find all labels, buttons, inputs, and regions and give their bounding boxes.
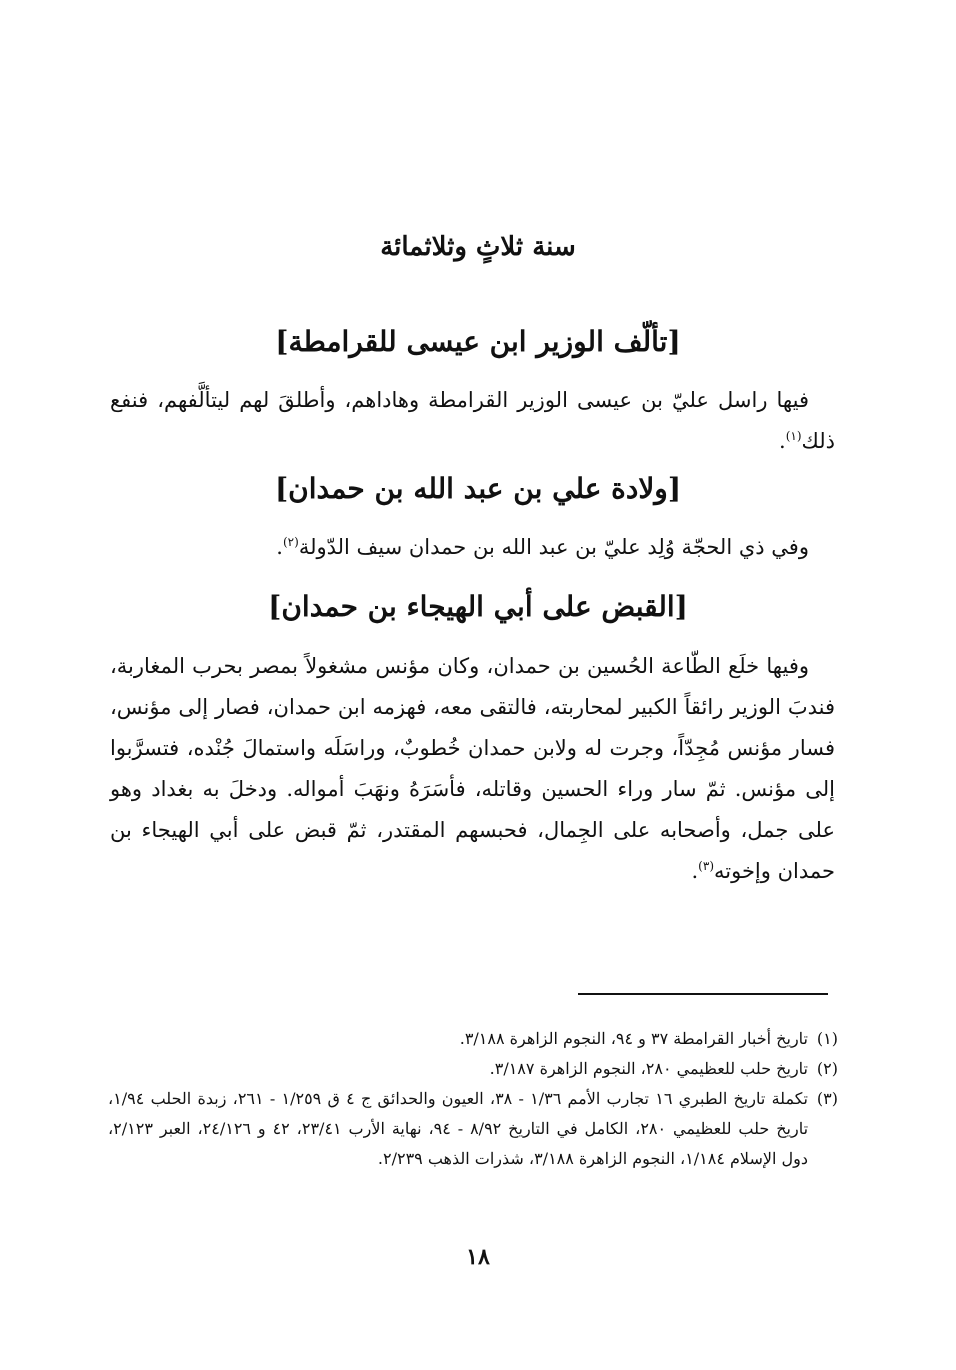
footnote-separator-line [578,993,828,995]
page-number: ١٨ [466,1244,490,1270]
footnote-item-2 [108,1054,838,1084]
section-3-text: وفيها خلَع الطّاعة الحُسين بن حمدان، وكان مؤنس مشغولاً بمصر بحرب المغاربة، فندبَ الوزير رائقاً الكبير لمحاربته، فالتقى معه، فهزمه ابن حمدان، فصار إلى مؤنس، فسار مؤنس مُجِدّاً، وجرت له ولابن حمدان خُطوبٌ، وراسَلَه واستمالَ جُنْده، فتسرَّبوا إلى مؤنس. ثمّ سار وراء الحسين وقاتله، فأسَرَهُ ونهَبَ أمواله. ودخلَ به بغداد وهو على جمل، وأصحابه على الجِمال، فحبسهم المقتدر، ثمّ قبض على أبي الهيجاء بن حمدان وإخوته [110,654,835,883]
section-2-end: . [276,535,283,559]
section-3-paragraph [110,646,835,892]
section-3-end: . [691,859,699,883]
footnote-text-3: تكملة تاريخ الطبري ١٦ تجارب الأمم ١/٣٦ - ٣٨، العيون والحدائق ج ٤ ق ١/٢٥٩ - ٢٦١، زبدة الحلب ١/٩٤، تاريخ حلب للعظيمي ٢٨٠، الكامل في التاريخ ٨/٩٢ - ٩٤، نهاية الأرب ٢٣/٤١، ٤٢ و ٢٤/١٢٦، العبر ٢/١٢٣، دول الإسلام ١/١٨٤، النجوم الزاهرة ٣/١٨٨، شذرات الذهب ٢/٢٣٩. [108,1089,809,1168]
section-2-text: وفي ذي الحجّة وُلِد عليّ بن عبد الله بن حمدان سيف الدّولة [298,535,809,559]
section-heading-3: [القبض على أبي الهيجاء بن حمدان] [268,590,688,623]
footnote-item-1 [108,1024,838,1054]
footnote-number-2: (٢) [816,1059,838,1078]
section-heading-2: [ولادة علي بن عبد الله بن حمدان] [274,472,682,505]
section-1-end: . [779,429,786,453]
section-heading-1: [تألّف الوزير ابن عيسى للقرامطة] [275,325,681,358]
year-title: سنة ثلاثٍ وثلاثمائة [380,232,576,262]
footnote-ref-2[interactable]: (٢) [282,535,299,549]
section-2-paragraph [110,527,835,568]
section-1-paragraph [110,380,835,462]
footnote-ref-1[interactable]: (١) [785,429,802,443]
footnote-ref-3[interactable]: (٣) [698,859,714,873]
section-1-text: فيها راسل عليّ بن عيسى الوزير القرامطة وهاداهم، وأطلقَ لهم ليتألَّفهم، فنفع ذلك [110,388,835,453]
footnotes-list [108,1024,838,1174]
footnote-text-1: تاريخ أخبار القرامطة ٣٧ و ٩٤، النجوم الزاهرة ٣/١٨٨. [459,1029,808,1048]
footnote-text-2: تاريخ حلب للعظيمي ٢٨٠، النجوم الزاهرة ٣/١٨٧. [489,1059,808,1078]
footnote-item-3 [108,1084,838,1174]
footnote-number-3: (٣) [816,1089,838,1108]
footnote-number-1: (١) [816,1029,838,1048]
